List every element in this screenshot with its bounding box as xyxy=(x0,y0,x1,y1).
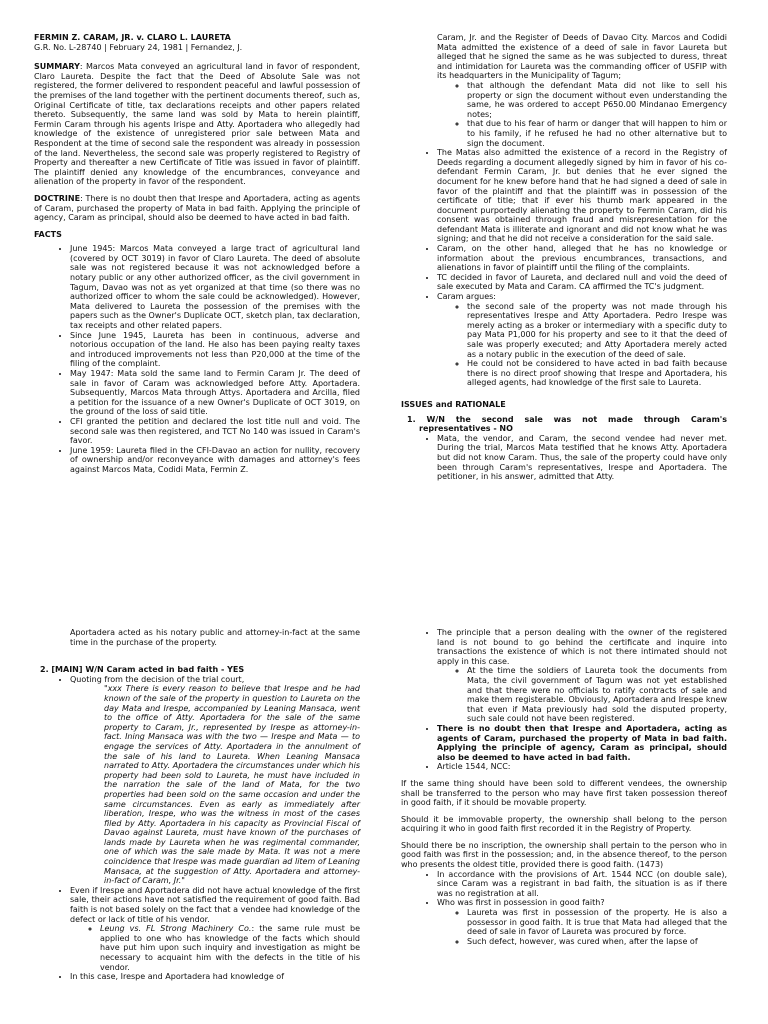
article-paragraph: Should there be no inscription, the ownership shall pertain to the person who in good faith was first in the possession; and, in the absence thereof, to the person who presents the oldest title, provided there is good faith. (1473) xyxy=(401,840,727,870)
quoting-text: Quoting from the decision of the trial court, xyxy=(70,674,245,684)
article-paragraph: Should it be immovable property, the ownership shall belong to the person acquiring it who in good faith first recorded it in the Registry of Property. xyxy=(401,814,727,834)
summary-text: : Marcos Mata conveyed an agricultural land in favor of respondent, Claro Laureta. Despite the fact that the Deed of Absolute Sale was not registered, the former delivered to respondent peaceful and lawful possession of the premises of the land together with the pertinent documents thereof, such as, Original Certificate of title, tax declarations receipts and other papers related thereto. Subsequently, the same land was sold by Mata to herein plaintiff, Fermin Caram through his agents Irispe and Atty. Aportadera who allegedly had knowledge of the existence of unregistered prior sale between Mata and Respondent at the time of second sale the respondent was already in possession of the land. Nevertheless, the second sale was properly registered to Registry of Property and thereafter a new Certificate of Title was issued in favor of plaintiff. The plaintiff denied any knowledge of the encumbrances, conveyance and alienation of the property in favor of the respondent. xyxy=(34,62,360,187)
trial-court-quote: "xxx There is every reason to believe that Irespe and he had known of the sale of the property in question to Laureta on the day Mata and Irespe, accompanied by Leaning Mansaca, went to the office of Atty. Aportadera for the sale of the same property to Caram, Jr., represented by Irespe as attorney-in-fact. Ining Mansaca was with the two — Irespe and Mata — to engage the services of Atty. Aportadera in the annulment of the sale of his land to Laureta. When Leaning Mansaca narrated to Atty. Aportadera the circumstances under which his property had been sold to Laureta, he must have included in the narration the sale of the land of Mata, for the two properties had been sold on the same occasion and under the same circumstances. Even as early as immediately after liberation, Irespe, who was the witness in most of the cases filed by Atty. Aportadera in his capacity as Provincial Fiscal of Davao against Laureta, must have known of the purchases of lands made by Laureta when he was regimental commander, one of which was the sale made by Mata. It was not a mere coincidence that Irespe was made guardian ad litem of Leaning Mansaca, at the suggestion of Atty. Aportadera and attorney-in-fact of Caram, Jr." xyxy=(104,684,360,886)
facts-continued-paragraph: Caram, Jr. and the Register of Deeds of Davao City. Marcos and Codidi Mata admitted the existence of a deed of sale in favor Laureta but alleged that he signed the same as he was subjected to duress, threat and intimidation for Laureta was the commanding officer of USFIP with its headquarters in the Municipality of Tagum; xyxy=(437,33,727,81)
issue-1-list xyxy=(401,434,727,482)
facts-item: • The Matas also admitted the existence of a record in the Registry of Deeds regarding a document allegedly signed by him in favor of his co-defendant Fermin Caram, Jr. but denies that he ever signed the document for he knew before hand that he had signed a deed of sale in favor of the plaintiff and that the plaintiff was in possession of the certificate of title; that if ever his thumb mark appeared in the document purportedly alienating the property to Fermin Caram, did his consent was obtained through fraud and misrepresentation for the defendant Mata is illiterate and ignorant and did not know what he was signing; and that he did not receive a consideration for the said sale. xyxy=(437,148,727,244)
doctrine-label: DOCTRINE xyxy=(34,193,81,203)
article-text xyxy=(401,779,727,870)
sublist-item: ◦ Laureta was first in possession of the property. He is also a possessor in good faith. It is true that Mata had alleged that the deed of sale in favor of Laureta was procured by force. xyxy=(467,908,727,937)
principle-sublist xyxy=(437,666,727,724)
principle-item xyxy=(437,628,727,724)
summary-paragraph xyxy=(34,62,360,187)
sublist-item: ◦ that due to his fear of harm or danger that will happen to him or to his family, if he refused he had no other alternative but to sign the document. xyxy=(467,119,727,148)
doctrine-paragraph xyxy=(34,194,360,223)
issue-2-right-list xyxy=(401,628,727,772)
duress-sublist xyxy=(437,81,727,148)
sublist-item: ◦ At the time the soldiers of Laureta took the documents from Mata, the civil government of Tagum was not yet established and that there were no officials to ratify contracts of sale and make them registerable. Obviously, Aportadera and Irespe knew that even if Mata previously had sold the disputed property, such sale could not have been registered. xyxy=(467,666,727,724)
issue-2-item xyxy=(70,675,360,685)
facts-item xyxy=(437,292,727,388)
facts-heading: FACTS xyxy=(34,229,62,239)
column-left-bottom xyxy=(34,628,360,982)
case-title: FERMIN Z. CARAM, JR. v. CLARO L. LAURETA xyxy=(34,33,231,42)
facts-item: • CFI granted the petition and declared the lost title null and void. The second sale was then registered, and TCT No 140 was issued in Caram's favor. xyxy=(70,417,360,446)
issue-2-heading: 2. [MAIN] W/N Caram acted in bad faith - YES xyxy=(40,665,245,675)
leung-case-name: Leung vs. FL Strong Machinery Co. xyxy=(100,924,252,934)
sublist-item xyxy=(100,924,360,972)
bad-faith-conclusion: • There is no doubt then that Irespe and Aportadera, acting as agents of Caram, purchased the property of Mata in bad faith. Applying the principle of agency, Caram as principal, should also be deemed to have acted in bad faith. xyxy=(437,724,727,762)
issues-heading: ISSUES and RATIONALE xyxy=(401,399,506,409)
caram-argues: Caram argues: xyxy=(437,292,496,302)
column-right-bottom xyxy=(401,628,727,946)
summary-label: SUMMARY xyxy=(34,62,80,72)
argues-sublist xyxy=(437,302,727,388)
issue-2-item: • In this case, Irespe and Aportadera had knowledge of xyxy=(70,972,360,982)
issue-2-list xyxy=(34,675,360,685)
accordance-item: • In accordance with the provisions of Art. 1544 NCC (on double sale), since Caram was a registrant in bad faith, the situation is as if there was no registration at all. xyxy=(437,870,727,899)
column-left-top xyxy=(34,33,360,475)
facts-item: • TC decided in favor of Laureta, and declared null and void the deed of sale executed by Mata and Caram. CA affirmed the TC's judgment. xyxy=(437,273,727,292)
even-if-text: Even if Irespe and Aportadera did not have actual knowledge of the first sale, their actions have not satisfied the requirement of good faith. Bad faith is not based solely on the fact that a vendee had knowledge of the defect or lack of title of his vendor. xyxy=(70,885,360,924)
case-citation: G.R. No. L-28740 | February 24, 1981 | Fernandez, J. xyxy=(34,42,243,52)
leung-case-text: : the same rule must be applied to one who has knowledge of the facts which should have put him upon such inquiry and investigation as might be necessary to acquaint him with the defects in the title of his vendor. xyxy=(100,924,360,972)
who-first-item xyxy=(437,898,727,946)
issue-1-heading: 1. W/N the second sale was not made through Caram's representatives - NO xyxy=(407,414,727,434)
article-item xyxy=(437,762,727,772)
doctrine-text: : There is no doubt then that Irespe and Aportadera, acting as agents of Caram, purchased the property of Mata in bad faith. Applying the principle of agency, Caram as principal, should also be deemed to have acted in bad faith. xyxy=(34,193,360,223)
facts-item: • June 1945: Marcos Mata conveyed a large tract of agricultural land (covered by OCT 3019) in favor of Claro Laureta. The deed of absolute sale was not registered because it was not acknowledged before a notary public or any other authorized officer, as the civil government in Tagum, Davao was not as yet organized at that time (so there was no authorized officer to whom the sale could be acknowledged). However, Mata delivered to Laureta the possession of the premises with the papers such as the Owner's Duplicate OCT, sketch plan, tax declaration, tax receipts and other related papers. xyxy=(70,244,360,330)
issue-2-right-list-continued xyxy=(401,870,727,947)
sublist-item: ◦ that although the defendant Mata did not like to sell his property or sign the document without even understanding the same, he was ordered to accept P650.00 Mindanao Emergency notes; xyxy=(467,81,727,119)
who-first-sublist xyxy=(437,908,727,946)
sublist-item: ◦ the second sale of the property was not made through his representatives Irespe and Atty Aportadera. Pedro Irespe was merely acting as a broker or intermediary with a specific duty to pay Mata P1,000 for his property and see to it that the deed of sale was properly executed; and Atty Aportadera merely acted as a notary public in the execution of the deed of sale. xyxy=(467,302,727,360)
facts-item: • June 1959: Laureta filed in the CFI-Davao an action for nullity, recovery of ownership and/or reconveyance with damages and attorney's fees against Marcos Mata, Codidi Mata, Fermin Z. xyxy=(70,446,360,475)
issue-2-list-continued xyxy=(34,886,360,982)
who-first-text: Who was first in possession in good faith? xyxy=(437,898,605,908)
leung-sublist xyxy=(70,924,360,972)
article-paragraph: If the same thing should have been sold to different vendees, the ownership shall be transferred to the person who may have first taken possession thereof in good faith, if it should be movable property. xyxy=(401,778,727,808)
article-label: Article 1544, NCC: xyxy=(437,762,511,772)
column-right-top xyxy=(401,33,727,482)
facts-item: • Since June 1945, Laureta has been in continuous, adverse and notorious occupation of the land. He also has been paying realty taxes and introduced improvements not less than P20,000 at the time of the filing of the complaint. xyxy=(70,331,360,369)
facts-continued xyxy=(401,33,727,388)
principle-text: The principle that a person dealing with the owner of the registered land is not bound to go behind the certificate and inquire into transactions the existence of which is not there intimated should not apply in this case. xyxy=(437,628,727,666)
facts-item: • Caram, on the other hand, alleged that he has no knowledge or information about the previous encumbrances, transactions, and alienations in favor of plaintiff until the filing of the complaints. xyxy=(437,244,727,273)
facts-continued-text xyxy=(437,33,727,148)
sublist-item: ◦ Such defect, however, was cured when, after the lapse of xyxy=(467,937,727,947)
facts-list xyxy=(34,244,360,474)
issue-1-item: • Mata, the vendor, and Caram, the second vendee had never met. During the trial, Marcos Mata testified that he knows Atty. Aportadera but did not know Caram. Thus, the sale of the property could have only been through Caram's representatives, Irespe and Aportadera. The petitioner, in his answer, admitted that Atty. xyxy=(437,434,727,482)
issue-2-item xyxy=(70,886,360,972)
sublist-item: ◦ He could not be considered to have acted in bad faith because there is no direct proof showing that Irespe and Aportadera, his alleged agents, had knowledge of the first sale to Laureta. xyxy=(467,359,727,388)
issue-1-continued: Aportadera acted as his notary public and attorney-in-fact at the same time in the purchase of the property. xyxy=(70,628,360,647)
facts-item: • May 1947: Mata sold the same land to Fermin Caram Jr. The deed of sale in favor of Caram was acknowledged before Atty. Aportadera. Subsequently, Marcos Mata through Attys. Aportadera and Arcilla, filed a petition for the issuance of a new Owner's Duplicate of OCT 3019, on the ground of the loss of said title. xyxy=(70,369,360,417)
